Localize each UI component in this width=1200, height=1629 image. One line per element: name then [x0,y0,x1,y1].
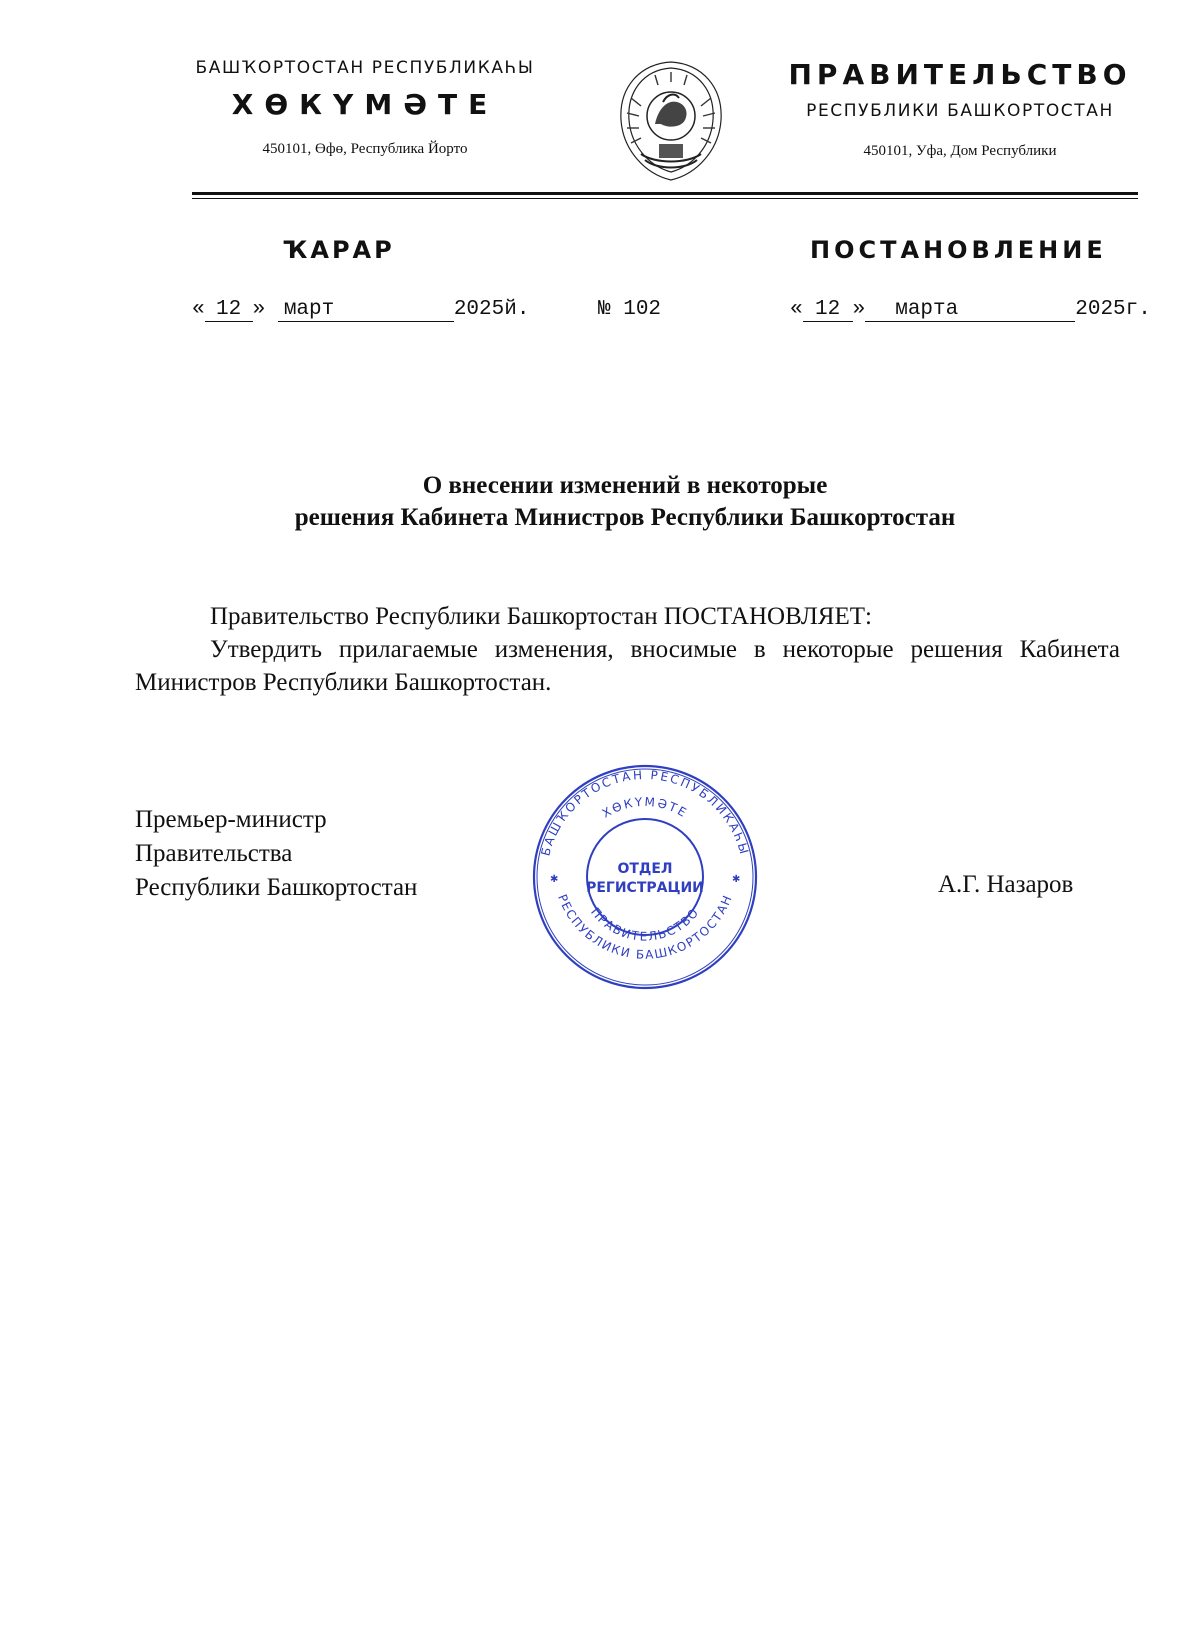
address-ba: 450101, Өфө, Республика Йорто [262,141,468,157]
document-number [598,298,661,321]
date-ru [790,298,1151,322]
stamp-star-right: ✱ [732,874,741,885]
date-ba-year-suffix: 25й. [479,298,530,321]
signatory-name: А.Г. Назаров [938,871,1074,898]
stamp-inner-bottom-text: ПРАВИТЕЛЬСТВО [587,904,703,944]
date-ba-month: март [278,299,454,322]
signatory-position-line3: Республики Башкортостан [135,874,418,901]
address-ru: 450101, Уфа, Дом Республики [863,143,1057,159]
signatory-position-line2: Правительства [135,840,293,867]
org-name-ru-line2: РЕСПУБЛИКИ БАШКОРТОСТАН [806,101,1114,121]
date-ba-day: 12 [205,299,253,322]
header-divider-thin [192,198,1138,199]
doc-type-ru: ПОСТАНОВЛЕНИЕ [810,236,1107,264]
document-title [150,470,1100,534]
stamp-star-left: ✱ [550,874,559,885]
header-right [770,58,1150,160]
number-value: 102 [623,298,662,321]
doc-type-ba: ҠАРАР [283,236,395,264]
body-paragraph-1: Правительство Республики Башкортостан ПОСТАНОВЛЯЕТ: [210,603,872,630]
org-name-ru-line1: ПРАВИТЕЛЬСТВО [788,58,1132,91]
date-ba [192,298,529,322]
svg-text:ХӨКҮМӘТЕ [600,795,691,821]
stamp-center-line1: ОТДЕЛ [617,861,673,877]
header-divider-thick [192,192,1138,195]
number-label: № [598,298,611,321]
stamp-inner-top-text: ХӨКҮМӘТЕ [599,794,691,821]
org-name-ba-line1: БАШҠОРТОСТАН РЕСПУБЛИКАҺЫ [195,58,535,78]
date-ba-open-quote: « [192,298,205,321]
date-ru-open-quote: « [790,298,803,321]
date-ru-day: 12 [803,299,853,322]
svg-text:РЕСПУБЛИКИ БАШКОРТОСТАН [555,892,735,962]
stamp-center-line2: РЕГИСТРАЦИИ [586,880,704,896]
document-body [135,600,1120,699]
title-line2: решения Кабинета Министров Республики Башкортостан [294,504,956,531]
title-line1: О внесении изменений в некоторые [422,472,828,499]
header-left [160,58,570,158]
date-ru-close-quote: » [852,298,866,321]
signatory-position [135,803,417,905]
date-ru-year-prefix: 20 [1075,298,1101,321]
body-paragraph-2: Утвердить прилагаемые изменения, вносимые в некоторые решения Кабинета Министров Республики Башкортостан. [135,636,1120,696]
date-ba-close-quote: » [252,298,266,321]
registration-stamp [530,762,760,992]
stamp-outer-top-text: БАШҠОРТОСТАН РЕСПУБЛИКАҺЫ [538,767,752,858]
date-ru-month: марта [865,299,1075,322]
coat-of-arms-icon [611,58,731,183]
svg-text:БАШҠОРТОСТАН РЕСПУБЛИКАҺЫ [538,768,751,858]
date-ru-year-suffix: 25г. [1100,298,1151,321]
signatory-position-line1: Премьер-министр [135,806,327,833]
date-ba-year-prefix: 20 [453,298,480,321]
stamp-outer-bottom-text: РЕСПУБЛИКИ БАШКОРТОСТАН [555,892,735,962]
org-name-ba-line2: ХӨКҮМӘТЕ [231,88,499,121]
